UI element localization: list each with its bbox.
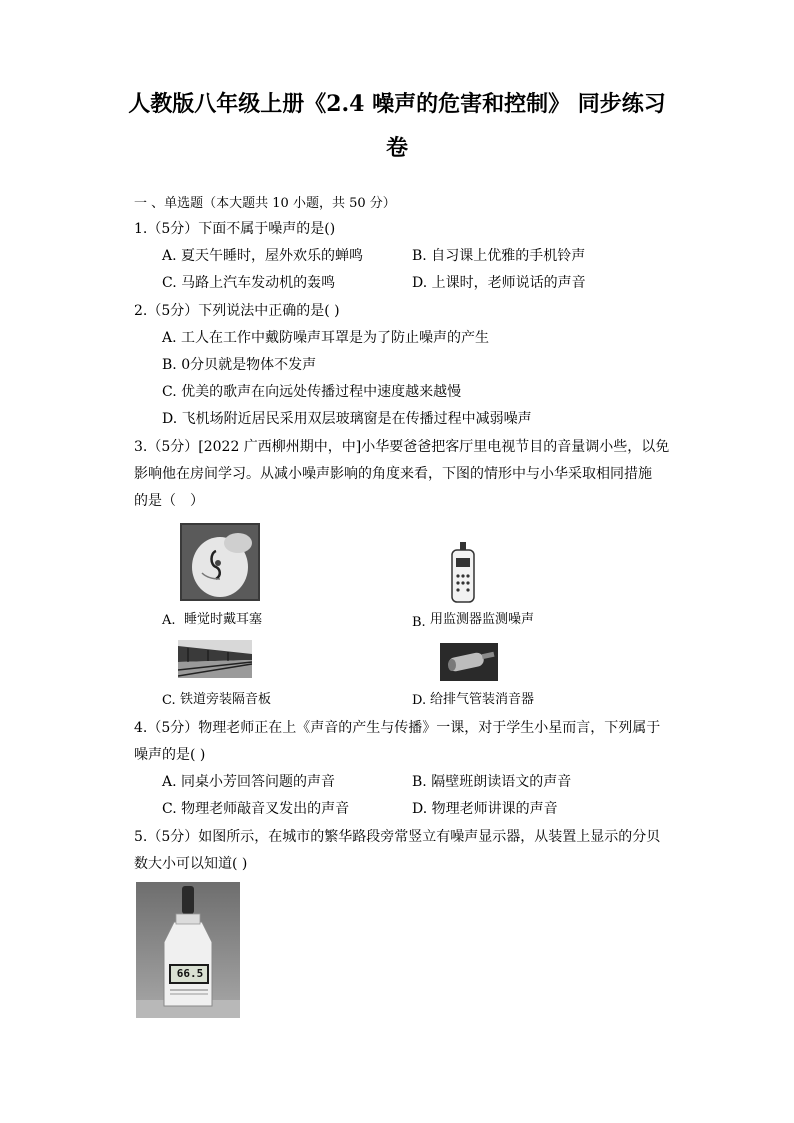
q1-option-d: D. 上课时，老师说话的声音 <box>412 275 586 291</box>
decibel-readout: 66.5 <box>176 967 204 980</box>
q3-option-a-letter: A. <box>162 613 176 628</box>
q4-stem-line-2: 噪声的是( ) <box>134 747 206 763</box>
q4-option-a: A. 同桌小芳回答问题的声音 <box>162 774 336 790</box>
q3-stem-line-2: 影响他在房间学习。从减小噪声影响的角度来看，下图的情形中与小华采取相同措施 <box>134 466 652 482</box>
title-line-1: 人教版八年级上册《2.4 噪声的危害和控制》 同步练习 <box>128 91 666 117</box>
q3-option-d-letter: D. <box>412 693 427 708</box>
q3-option-b-caption: 用监测器监测噪声 <box>430 612 535 627</box>
q4-option-b: B. 隔壁班朗读语文的声音 <box>412 774 572 790</box>
q3-option-d-caption: 给排气管装消音器 <box>430 692 535 707</box>
q3-stem-line-1: 3.（5分）[2022 广西柳州期中，中]小华要爸爸把客厅里电视节目的音量调小些，以免 <box>134 439 670 455</box>
title-line-2: 卷 <box>385 135 408 161</box>
q3-option-c-letter: C. <box>162 693 176 708</box>
q3-stem-line-3: 的是（ ） <box>134 493 204 509</box>
q4-option-c: C. 物理老师敲音叉发出的声音 <box>162 801 350 817</box>
exhaust-muffler-image <box>440 643 498 681</box>
document-title <box>120 82 674 170</box>
q5-stem-line-2: 数大小可以知道( ) <box>134 856 248 872</box>
q3-option-a-caption: 睡觉时戴耳塞 <box>184 612 263 627</box>
q3-option-b-letter: B. <box>412 615 426 630</box>
q1-option-b: B. 自习课上优雅的手机铃声 <box>412 248 586 264</box>
q2-option-a: A. 工人在工作中戴防噪声耳罩是为了防止噪声的产生 <box>162 330 490 346</box>
q1-stem: 1.（5分）下面不属于噪声的是() <box>134 221 336 237</box>
q2-stem: 2.（5分）下列说法中正确的是( ) <box>134 303 340 319</box>
noise-monitor-image <box>448 542 478 604</box>
q4-stem-line-1: 4.（5分）物理老师正在上《声音的产生与传播》一课，对于学生小星而言，下列属于 <box>134 720 661 736</box>
q5-stem-line-1: 5.（5分）如图所示，在城市的繁华路段旁常竖立有噪声显示器，从装置上显示的分贝 <box>134 829 661 845</box>
earplug-sleeping-image <box>180 523 260 601</box>
noise-display-device-image <box>136 882 240 1018</box>
q2-option-d: D. 飞机场附近居民采用双层玻璃窗是在传播过程中减弱噪声 <box>162 411 532 427</box>
q2-option-c: C. 优美的歌声在向远处传播过程中速度越来越慢 <box>162 384 462 400</box>
q2-option-b: B. 0分贝就是物体不发声 <box>162 357 317 373</box>
railway-sound-barrier-image <box>178 640 252 678</box>
q4-option-d: D. 物理老师讲课的声音 <box>412 801 558 817</box>
q3-option-c-caption: 铁道旁装隔音板 <box>180 692 272 707</box>
q1-option-c: C. 马路上汽车发动机的轰鸣 <box>162 275 336 291</box>
q1-option-a: A. 夏天午睡时，屋外欢乐的蝉鸣 <box>162 248 364 264</box>
section-header: 一 、单选题（本大题共 10 小题，共 50 分） <box>134 196 396 211</box>
